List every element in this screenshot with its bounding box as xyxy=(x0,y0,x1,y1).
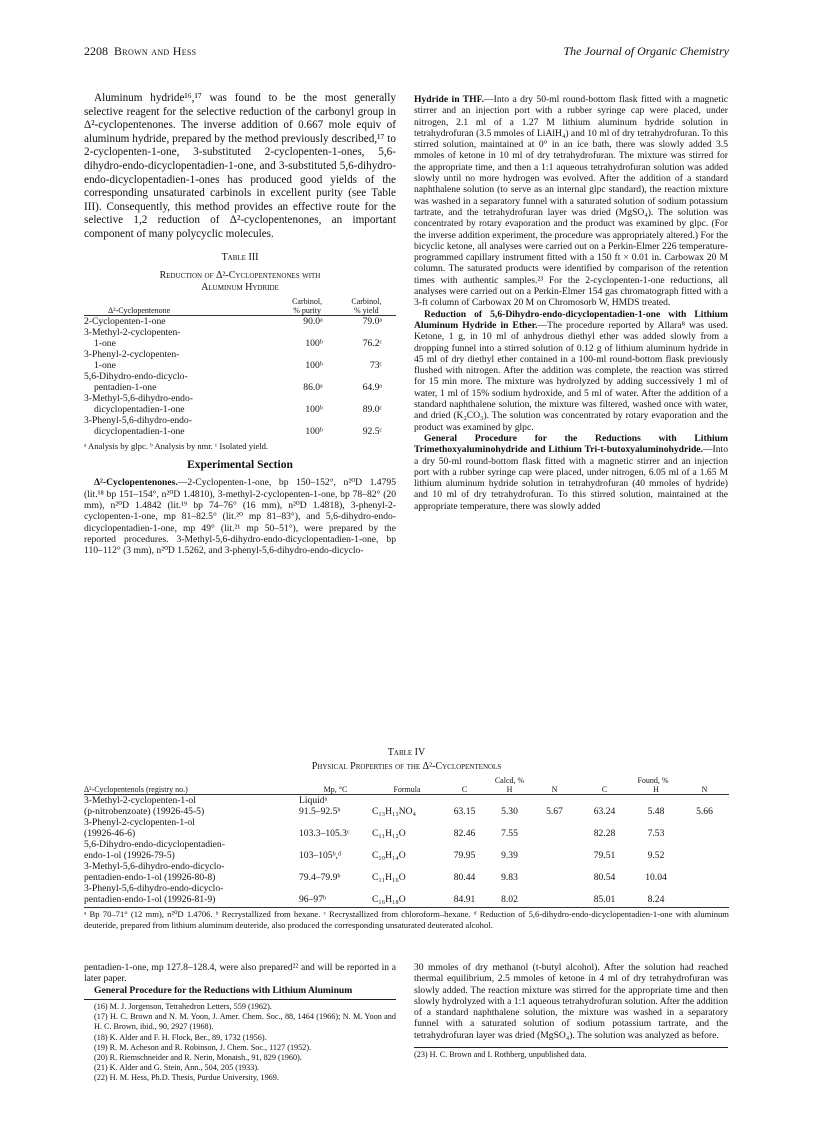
th-cyclopentenols: Δ²-Cyclopentenols (registry no.) xyxy=(84,785,188,794)
yield-cell: 64.9ᵃ xyxy=(362,381,382,393)
ether-lead: Reduction of 5,6-Dihydro-endo-dicyclopentadien-1-one with Lithium Aluminum Hydride in Ether. xyxy=(414,308,728,331)
reference-item: (17) H. C. Brown and N. M. Yoon, J. Amer. Chem. Soc., 88, 1464 (1966); N. M. Yoon and H. C. Brown, ibid., 90, 2927 (1968). xyxy=(94,1012,396,1032)
cyclopentenol-registry: pentadien-endo-1-ol (19926-80-8) xyxy=(84,872,216,883)
reference-item: (21) K. Alder and G. Stein, Ann., 504, 205 (1933). xyxy=(94,1063,260,1073)
mp-cell: 91.5–92.5ᵇ xyxy=(299,806,341,817)
table-3-label: Table III xyxy=(221,251,259,263)
compound-name-line1: 5,6-Dihydro-endo-dicyclo- xyxy=(84,370,188,382)
bottom-right-column xyxy=(414,962,728,1060)
table-3-row xyxy=(84,315,396,327)
purity-cell: 100ᵇ xyxy=(305,403,323,415)
found-c-cell: 82.28 xyxy=(593,828,616,839)
cyclopentenol-registry: (p-nitrobenzoate) (19926-45-5) xyxy=(84,806,205,817)
compound-name-line2: 1-one xyxy=(94,337,116,349)
th-calcd: Calcd, % xyxy=(494,776,525,785)
calcd-c-cell: 80.44 xyxy=(453,872,476,883)
th-mp: Mp, °C xyxy=(323,785,348,794)
mp-cell xyxy=(299,861,372,872)
compound-name xyxy=(84,327,277,349)
compound-name-line2: 1-one xyxy=(94,359,116,371)
found-h-cell: 7.53 xyxy=(647,828,665,839)
table-4-grid xyxy=(84,776,729,905)
experimental-paragraph xyxy=(84,477,396,556)
table-3-row xyxy=(84,349,396,371)
compound-name xyxy=(84,415,277,437)
table-4-row-line1 xyxy=(84,883,729,894)
formula-cell: C₁₆H₁₈O xyxy=(372,894,406,905)
calcd-n-cell xyxy=(532,850,577,861)
experimental-heading: Experimental Section xyxy=(187,459,293,472)
found-n-cell xyxy=(680,850,729,861)
cyclopentenol-registry: endo-1-ol (19926-79-5) xyxy=(84,850,175,861)
journal-title: The Journal of Organic Chemistry xyxy=(563,44,729,58)
reference-item: (22) H. M. Hess, Ph.D. Thesis, Purdue University, 1969. xyxy=(94,1073,279,1083)
th-calcd-c: C xyxy=(461,785,468,794)
table-3 xyxy=(84,252,396,452)
table-3-title-line1: Reduction of Δ²-Cyclopentenones with xyxy=(159,269,321,281)
found-n-cell xyxy=(680,894,729,905)
th-found-c: C xyxy=(601,785,608,794)
mp-cell: 79.4–79.9ᵇ xyxy=(299,872,341,883)
found-h-cell: 9.52 xyxy=(647,850,665,861)
th-formula: Formula xyxy=(393,785,421,794)
lah-heading: General Procedure for the Reductions with Lithium Aluminum xyxy=(94,984,353,996)
found-c-cell: 63.24 xyxy=(593,806,616,817)
table-4-row xyxy=(84,806,729,817)
formula-cell: C₁₃H₁₃NO₄ xyxy=(372,806,416,817)
compound-name-line2: pentadien-1-one xyxy=(94,381,157,393)
running-header xyxy=(84,44,729,62)
th-calcd-n: N xyxy=(551,785,558,794)
yield-cell: 92.5ᶜ xyxy=(362,425,382,437)
continuation-text: pentadien-1-one, mp 127.8–128.4, were also prepared²² and will be reported in a later paper. xyxy=(84,962,396,985)
compound-name xyxy=(84,371,277,393)
bottom-left-column xyxy=(84,962,396,1084)
th-yield-2: % yield xyxy=(354,305,379,315)
purity-cell: 100ᵇ xyxy=(305,425,323,437)
found-c-cell: 85.01 xyxy=(593,894,616,905)
calcd-h-cell: 9.39 xyxy=(501,850,518,861)
cyclopentenol-name: 3-Phenyl-2-cyclopenten-1-ol xyxy=(84,817,195,828)
ether-paragraph xyxy=(414,309,728,433)
mp-cell: 103.3–105.3ᶜ xyxy=(299,828,350,839)
compound-name-line1: 2-Cyclopenten-1-one xyxy=(84,315,166,327)
reference-item: (20) R. Riemschneider and R. Nerin, Monatsh., 91, 829 (1960). xyxy=(94,1052,302,1062)
purity-cell: 100ᵇ xyxy=(305,359,323,371)
yield-cell: 79.0ᵃ xyxy=(362,315,382,327)
th-cyclopentenone: Δ²-Cyclopentenone xyxy=(108,305,171,315)
trialkoxy-continuation: 30 mmoles of dry methanol (t-butyl alcohol). After the solution had reached thermal equilibrium, 2.5 mmoles of ketone in 4 ml of dry tetrahydrofuran was slowly added. The reaction mixture was stirred for the appropriate time and then slowly hydrolyzed with a 1:1 aqueous tetrahydrofuran solution. After the addition of a standard naphthalene solution, the mixture was washed in a separatory funnel with a saturated solution of sodium potassium tartrate, and the tetrahydrofuran layer was dried (MgSO₄). The solution was analyzed as before. xyxy=(414,962,728,1041)
table-4-row xyxy=(84,872,729,883)
mp-cell: 96–97ᵇ xyxy=(299,894,326,905)
mp-cell xyxy=(299,883,372,894)
table-4-row xyxy=(84,850,729,861)
found-h-cell: 5.48 xyxy=(647,806,665,817)
table-4-row xyxy=(84,828,729,839)
purity-cell: 100ᵇ xyxy=(305,337,323,349)
cyclopentenol-registry: (19926-46-6) xyxy=(84,828,136,839)
lah-thf-lead: Hydride in THF. xyxy=(414,94,485,105)
page-number: 2208 xyxy=(84,44,108,58)
purity-cell: 86.0ᵃ xyxy=(303,381,323,393)
table-3-row xyxy=(84,393,396,415)
table-4-row-line1 xyxy=(84,795,729,807)
formula-cell: C₁₁H₁₆O xyxy=(372,872,406,883)
left-column xyxy=(84,92,396,556)
compound-name-line1: 3-Methyl-5,6-dihydro-endo- xyxy=(84,392,193,404)
reference-item: (19) R. M. Acheson and R. Robinson, J. Chem. Soc., 1127 (1952). xyxy=(94,1042,312,1052)
cyclopentenol-name: 3-Methyl-2-cyclopenten-1-ol xyxy=(84,795,196,806)
formula-cell: C₁₀H₁₄O xyxy=(372,850,406,861)
calcd-c-cell: 82.46 xyxy=(453,828,476,839)
mp-cell: 103–105ᵇ,ᵈ xyxy=(299,850,341,861)
compound-name-line1: 3-Methyl-2-cyclopenten- xyxy=(84,326,181,338)
found-h-cell: 8.24 xyxy=(647,894,665,905)
table-4-footnote: ᵃ Bp 70–71° (12 mm), n²⁰D 1.4706. ᵇ Recrystallized from hexane. ᶜ Recrystallized from chloroform–hexane. ᵈ Reduction of 5,6-dihydro-endo-dicyclopentadien-1-one with aluminum deuteride, prepared from lithium aluminum deuteride, also produced the corresponding unsaturated deuterated alcohol. xyxy=(84,909,729,930)
mp-cell xyxy=(299,839,372,850)
table-3-row xyxy=(84,327,396,349)
compound-name-line2: dicyclopentadien-1-one xyxy=(94,403,185,415)
yield-cell: 73ᶜ xyxy=(369,359,382,371)
mp-cell: Liquidᵃ xyxy=(299,795,328,806)
th-calcd-h: H xyxy=(506,785,513,794)
purity-cell: 90.0ᵃ xyxy=(303,315,323,327)
table-3-row xyxy=(84,371,396,393)
th-purity-2: % purity xyxy=(293,305,321,315)
mp-cell xyxy=(299,817,372,828)
lah-thf-paragraph xyxy=(414,94,728,309)
intro-paragraph: Aluminum hydride¹⁶,¹⁷ was found to be the most generally selective reagent for the selective reduction of the carbonyl group in Δ²-cyclopentenones. The inverse addition of 0.667 mole equiv of aluminum hydride, prepared by the method previously described,¹⁷ to 2-cyclopenten-1-one, 3-substituted 2-cyclopenten-1-ones, 5,6-dihydro-endo-dicyclopentadien-1-one, and 3-substituted 5,6-dihydro-endo-dicyclopentadien-1-ones has produced good yields of the corresponding unsaturated carbinols in excellent purity (see Table III). Consequently, this method provides an effective route for the selective 1,2 reduction of Δ²-cyclopentenones, an important component of many polycyclic molecules. xyxy=(84,92,396,240)
found-n-cell xyxy=(680,872,729,883)
reference-item: (16) M. J. Jorgenson, Tetrahedron Letters, 559 (1962). xyxy=(94,1001,272,1011)
table-3-grid xyxy=(84,297,396,437)
table-4 xyxy=(84,747,729,930)
formula-cell: C₁₁H₁₂O xyxy=(372,828,406,839)
compound-name-line2: dicyclopentadien-1-one xyxy=(94,425,185,437)
found-n-cell xyxy=(680,828,729,839)
exp-lead: Δ²-Cyclopentenones. xyxy=(94,477,178,489)
th-yield-1: Carbinol, xyxy=(351,296,382,306)
calcd-c-cell: 84.91 xyxy=(453,894,476,905)
compound-name xyxy=(84,393,277,415)
running-authors: Brown and Hess xyxy=(114,44,197,58)
table-4-row xyxy=(84,894,729,905)
table-4-label: Table IV xyxy=(387,747,426,758)
table-3-row xyxy=(84,415,396,437)
compound-name xyxy=(84,349,277,371)
calcd-h-cell: 5.30 xyxy=(501,806,518,817)
table-4-row-line1 xyxy=(84,817,729,828)
reference-item: (18) K. Alder and F. H. Flock, Ber., 89, 1732 (1956). xyxy=(94,1032,267,1042)
yield-cell: 76.2ᶜ xyxy=(362,337,382,349)
trialkoxy-paragraph xyxy=(414,433,728,512)
cyclopentenol-registry: pentadien-endo-1-ol (19926-81-9) xyxy=(84,894,216,905)
calcd-h-cell: 8.02 xyxy=(501,894,518,905)
found-c-cell: 79.51 xyxy=(593,850,616,861)
th-found-h: H xyxy=(653,785,659,794)
calcd-h-cell: 9.83 xyxy=(501,872,518,883)
th-found: Found, % xyxy=(637,776,669,785)
ether-text: —The procedure reported by Allara⁸ was used. Ketone, 1 g, in 10 ml of anhydrous diethyl ether was added slowly from a dropping funnel into a stirred solution of 0.12 g of lithium aluminum hydride in 45 ml of dry diethyl ether contained in a 100-ml round-bottom flask previously flushed with nitrogen. After the addition was complete, the reaction was stirred for 15 min more. The mixture was hydrolyzed by adding successively 1 ml of water, 1 ml of 15% sodium hydroxide, and 5 ml of water. After the addition of a standard naphthalene solution, the mixture was filtered, washed once with water, and dried (K₂CO₃). The solution was concentrated by rotary evaporation and the product was examined by glpc. xyxy=(414,319,728,433)
cyclopentenol-name: 5,6-Dihydro-endo-dicyclopentadien- xyxy=(84,839,225,850)
calcd-h-cell: 7.55 xyxy=(501,828,518,839)
calcd-n-cell: 5.67 xyxy=(546,806,563,817)
lah-thf-text: —Into a dry 50-ml round-bottom flask fitted with a magnetic stirrer and an injection port with a rubber syringe cap were placed, under nitrogen, 2.1 ml of a 1.27 M lithium aluminum hydride solution in tetrahydrofuran (3.5 mmoles of LiAlH₄) and 10 ml of dry tetrahydrofuran. To this stirred solution, maintained at 0° in an ice bath, there was slowly added 3.5 mmoles of ketone in 10 ml of dry tetrahydrofuran. The mixture was stirred for the appropriate time, and then a 1:1 aqueous tetrahydrofuran solution was added slowly until no more hydrogen was evolved. After the addition of a standard naphthalene solution (to serve as an internal glpc standard), the reaction mixture was washed in a separatory funnel with a saturated solution of sodium potassium tartrate, and the tetrahydrofuran layer was dried (MgSO₄). The solution was concentrated by rotary evaporation and the product was examined by glpc. (For the inverse addition experiment, the procedure was appropriately altered.) For the bicyclic ketone, all analyses were carried out on a Perkin-Elmer 226 temperature-programmed capillary instrument fitted with a 150 ft × 0.01 in. Carbowax 20 M column. The saturated products were identified by comparison of the retention times with authentic samples.²³ For the 2-cyclopenten-1-one reductions, all analyses were carried out on a Perkin-Elmer 154 gas chromatograph fitted with a 3-ft column of Carbowax 20 M on Chromosorb W, HMDS treated. xyxy=(414,94,728,309)
th-found-n: N xyxy=(701,785,708,794)
compound-name xyxy=(84,315,277,327)
calcd-c-cell: 79.95 xyxy=(453,850,476,861)
calcd-n-cell xyxy=(532,828,577,839)
cyclopentenol-name: 3-Phenyl-5,6-dihydro-endo-dicyclo- xyxy=(84,883,224,894)
table-3-title-line2: Aluminum Hydride xyxy=(201,281,279,293)
references-left xyxy=(84,999,396,1084)
reference-23: (23) H. C. Brown and I. Rothberg, unpublished data. xyxy=(414,1047,728,1060)
table-3-header xyxy=(84,297,396,306)
table-4-title: Physical Properties of the Δ²-Cyclopentenols xyxy=(311,761,502,772)
calcd-n-cell xyxy=(532,872,577,883)
table-3-footnote: ᵃ Analysis by glpc. ᵇ Analysis by nmr. ᶜ Isolated yield. xyxy=(84,440,269,451)
found-n-cell: 5.66 xyxy=(696,806,713,817)
found-h-cell: 10.04 xyxy=(645,872,667,883)
table-4-row-line1 xyxy=(84,839,729,850)
trialkoxy-text: —Into a dry 50-ml round-bottom flask fitted with a magnetic stirrer and an injection port with a rubber syringe cap were placed, under nitrogen, 6.05 ml of a 1.65 M lithium aluminum hydride solution in tetrahydrofuran (40 mmoles of hydride) and 10 ml of dry tetrahydrofuran. To this stirred solution, maintained at the appropriate temperature, there was slowly added xyxy=(414,444,728,512)
compound-name-line1: 3-Phenyl-5,6-dihydro-endo- xyxy=(84,414,192,426)
cyclopentenol-name: 3-Methyl-5,6-dihydro-endo-dicyclo- xyxy=(84,861,225,872)
found-c-cell: 80.54 xyxy=(593,872,616,883)
yield-cell: 89.0ᶜ xyxy=(362,403,382,415)
calcd-n-cell xyxy=(532,894,577,905)
table-4-row-line1 xyxy=(84,861,729,872)
right-column xyxy=(414,94,728,512)
compound-name-line1: 3-Phenyl-2-cyclopenten- xyxy=(84,348,180,360)
th-purity-1: Carbinol, xyxy=(292,296,323,306)
calcd-c-cell: 63.15 xyxy=(453,806,476,817)
trialkoxy-lead: General Procedure for the Reductions with Lithium Trimethoxyaluminohydride and Lithium Tri-t-butoxyaluminohydride. xyxy=(414,432,728,456)
exp-text: —2-Cyclopenten-1-one, bp 150–152°, n²⁰D 1.4795 (lit.¹⁸ bp 151–154°, n²⁰D 1.4810), 3-methyl-2-cyclopenten-1-one, bp 78–82° (20 mm), n²⁰D 1.4842 (lit.¹⁹ bp 74–76° (16 mm), n²⁰D 1.4818), 3-phenyl-2-cyclopenten-1-one, mp 81–82.5° (lit.²⁰ mp 81–83°), and 5,6-dihydro-endo-dicyclopentadien-1-one, mp 49° (lit.²¹ mp 50–51°), were prepared by the reported procedures. 3-Methyl-5,6-dihydro-endo-dicyclopentadien-1-one, bp 110–112° (3 mm), n²⁰D 1.5262, and 3-phenyl-5,6-dihydro-endo-dicyclo- xyxy=(84,477,396,557)
